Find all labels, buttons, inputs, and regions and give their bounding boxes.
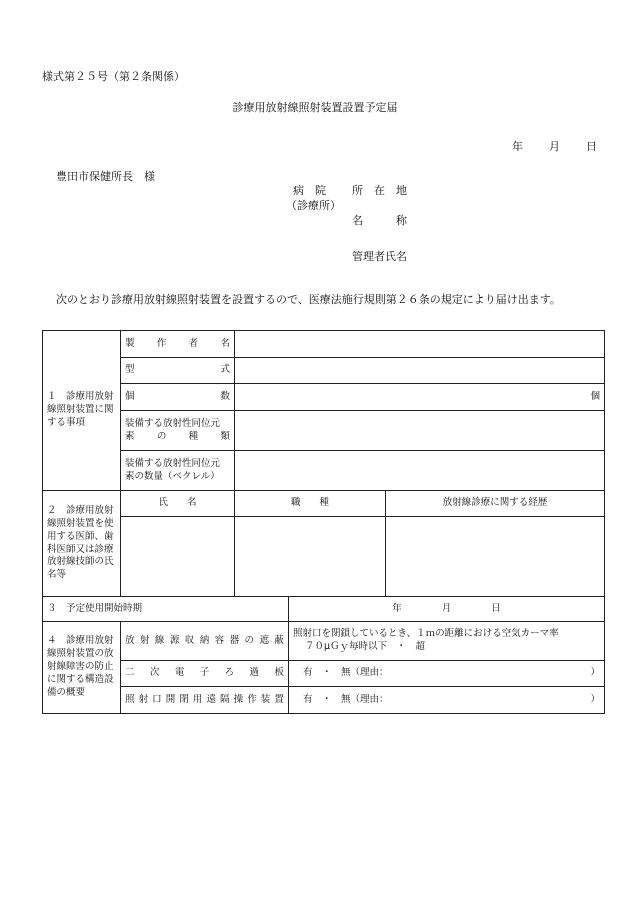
start-month-label: 月: [441, 602, 452, 614]
shielding-field[interactable]: [289, 622, 605, 661]
date-month-label: 月: [549, 140, 560, 153]
quantity-field[interactable]: [235, 384, 605, 411]
facility-name-label: 名 称: [352, 214, 407, 227]
remote-close: ）: [590, 693, 600, 705]
manufacturer-label: 製 作 者 名: [121, 331, 235, 358]
date-day-label: 日: [586, 140, 597, 153]
start-year-label: 年: [392, 602, 402, 614]
filter-close: ）: [590, 667, 600, 679]
shielding-line1: 照射口を閉鎖しているとき、１ｍの距離における空気カーマ率: [293, 628, 559, 640]
shielding-label: 放 射 線 源 収 納 容 器 の 遮 蔽: [121, 622, 289, 661]
section4-title: ４ 診療用放射線照射装置の放射線障害の防止に関する構造設備の概要: [43, 622, 121, 714]
isotope-quantity-field[interactable]: [235, 451, 605, 491]
col-job-header: 職 種: [235, 491, 386, 517]
quantity-label: 個 数: [121, 384, 235, 411]
notification-table: [42, 330, 605, 714]
secondary-electron-filter-field[interactable]: [289, 661, 605, 687]
remote-operation-label: 照 射 口 開 閉 用 遠 隔 操 作 装 置: [121, 687, 289, 714]
staff-job-field[interactable]: [235, 517, 386, 597]
start-date-field[interactable]: [289, 597, 605, 622]
quantity-unit: 個: [590, 390, 600, 402]
submission-date: [512, 138, 597, 154]
shielding-line2: ７０μＧｙ毎時以下 ・ 超: [305, 641, 426, 652]
col-name-header: 氏 名: [121, 491, 235, 517]
isotope-type-label: 装備する放射性同位元 素 の 種 類: [121, 411, 235, 451]
manufacturer-field[interactable]: [235, 331, 605, 358]
section3-title: ３ 予定使用開始時期: [43, 597, 289, 622]
filter-choice: 有 ・ 無（理由：: [303, 667, 389, 679]
isotope-quantity-label: 装備する放射性同位元 素の数量（ベクレル）: [121, 451, 235, 491]
model-label: 型 式: [121, 358, 235, 384]
staff-name-field[interactable]: [121, 517, 235, 597]
form-number: 様式第２５号（第２条関係）: [42, 70, 185, 83]
date-year-label: 年: [512, 140, 523, 153]
staff-career-field[interactable]: [386, 517, 605, 597]
remote-operation-field[interactable]: [289, 687, 605, 714]
address-label: 所 在 地: [352, 184, 407, 197]
addressee: 豊田市保健所長 様: [56, 170, 155, 183]
document-title: 診療用放射線照射装置設置予定届: [232, 101, 398, 114]
model-field[interactable]: [235, 358, 605, 384]
start-day-label: 日: [491, 602, 501, 614]
col-career-header: 放射線診療に関する経歴: [386, 491, 605, 517]
remote-choice: 有 ・ 無（理由：: [303, 693, 389, 705]
section2-title: ２ 診療用放射線照射装置を使用する医師、歯科医師又は診療放射線技師の氏名等: [43, 491, 121, 597]
manager-name-label: 管理者氏名: [352, 250, 407, 263]
secondary-electron-filter-label: 二 次 電 子 ろ 過 板: [121, 661, 289, 687]
intro-text: 次のとおり診療用放射線照射装置を設置するので、医療法施行規則第２６条の規定により届け出ます。: [56, 293, 561, 306]
hospital-label: 病 院: [293, 184, 326, 197]
section1-title: １ 診療用放射線照射装置に関する事項: [43, 331, 121, 491]
clinic-label: （診療所）: [286, 199, 341, 212]
isotope-type-field[interactable]: [235, 411, 605, 451]
